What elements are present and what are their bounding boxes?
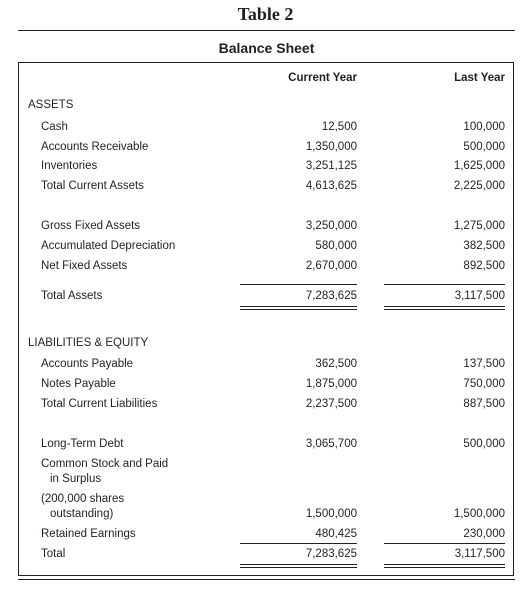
title-rule	[18, 30, 515, 31]
cell-last-accumulated-depreciation: 382,500	[463, 240, 505, 252]
cell-current-inventories: 3,251,125	[305, 160, 357, 172]
total-rule-current	[240, 543, 357, 544]
row-label-accounts-receivable: Accounts Receivable	[41, 141, 149, 153]
row-label-total-assets: Total Assets	[41, 290, 103, 302]
cell-current-cash: 12,500	[321, 121, 357, 133]
row-label-accumulated-depreciation: Accumulated Depreciation	[41, 240, 176, 252]
cell-current-net-fixed-assets: 2,670,000	[305, 260, 357, 272]
cell-last-total-assets: 3,117,500	[454, 290, 505, 302]
cell-last-long-term-debt: 500,000	[463, 438, 505, 450]
cell-last-notes-payable: 750,000	[463, 378, 505, 390]
section-heading-assets: ASSETS	[28, 99, 74, 111]
total-assets-double-rule-last	[384, 306, 505, 310]
cell-current-accounts-payable: 362,500	[315, 358, 357, 370]
row-label-notes-payable: Notes Payable	[41, 378, 116, 390]
cell-current-gross-fixed-assets: 3,250,000	[305, 220, 357, 232]
cell-last-total-current-liabilities: 887,500	[463, 398, 505, 410]
cell-last-accounts-payable: 137,500	[463, 358, 505, 370]
row-label-cash: Cash	[41, 121, 68, 133]
row-label-gross-fixed-assets: Gross Fixed Assets	[41, 220, 141, 232]
total-assets-rule-last	[384, 284, 505, 285]
cell-last-cash: 100,000	[463, 121, 505, 133]
cell-current-notes-payable: 1,875,000	[305, 378, 357, 390]
row-label-accounts-payable: Accounts Payable	[41, 358, 134, 370]
cell-current-total-current-assets: 4,613,625	[305, 180, 357, 192]
row-label-total-current-liabilities: Total Current Liabilities	[41, 398, 158, 410]
row-label-total-current-assets: Total Current Assets	[41, 180, 144, 192]
total-double-rule-current	[240, 564, 357, 568]
cell-current-accounts-receivable: 1,350,000	[305, 141, 357, 153]
table-title: Table 2	[237, 4, 294, 24]
table-frame-bottom-rule	[18, 579, 515, 580]
total-rule-last	[384, 543, 505, 544]
total-double-rule-last	[384, 564, 505, 568]
cell-current-common-stock: 1,500,000	[305, 508, 357, 520]
row-label-common-stock-line-4: outstanding)	[50, 508, 114, 520]
total-assets-rule-current	[240, 284, 357, 285]
row-label-total: Total	[41, 548, 66, 560]
cell-last-common-stock: 1,500,000	[453, 508, 505, 520]
row-label-common-stock-line-3: (200,000 shares	[41, 493, 125, 505]
section-heading-liabilities-equity: LIABILITIES & EQUITY	[28, 337, 149, 349]
cell-current-total-assets: 7,283,625	[305, 290, 357, 302]
cell-current-retained-earnings: 480,425	[315, 528, 357, 540]
cell-last-accounts-receivable: 500,000	[463, 141, 505, 153]
column-header-current-year: Current Year	[288, 72, 357, 84]
row-label-retained-earnings: Retained Earnings	[41, 528, 136, 540]
cell-last-inventories: 1,625,000	[453, 160, 505, 172]
cell-current-total-current-liabilities: 2,237,500	[305, 398, 357, 410]
row-label-common-stock-line-1: Common Stock and Paid	[41, 458, 169, 470]
cell-current-long-term-debt: 3,065,700	[305, 438, 357, 450]
row-label-net-fixed-assets: Net Fixed Assets	[41, 260, 128, 272]
cell-last-net-fixed-assets: 892,500	[463, 260, 505, 272]
row-label-long-term-debt: Long-Term Debt	[41, 438, 124, 450]
column-header-last-year: Last Year	[454, 72, 505, 84]
row-label-inventories: Inventories	[41, 160, 98, 172]
row-label-common-stock-line-2: in Surplus	[50, 473, 102, 485]
cell-last-total-current-assets: 2,225,000	[453, 180, 505, 192]
cell-current-accumulated-depreciation: 580,000	[315, 240, 357, 252]
cell-current-total: 7,283,625	[305, 548, 357, 560]
total-assets-double-rule-current	[240, 306, 357, 310]
cell-last-gross-fixed-assets: 1,275,000	[453, 220, 505, 232]
balance-sheet-subtitle: Balance Sheet	[218, 40, 315, 56]
cell-last-retained-earnings: 230,000	[463, 528, 505, 540]
cell-last-total: 3,117,500	[454, 548, 505, 560]
